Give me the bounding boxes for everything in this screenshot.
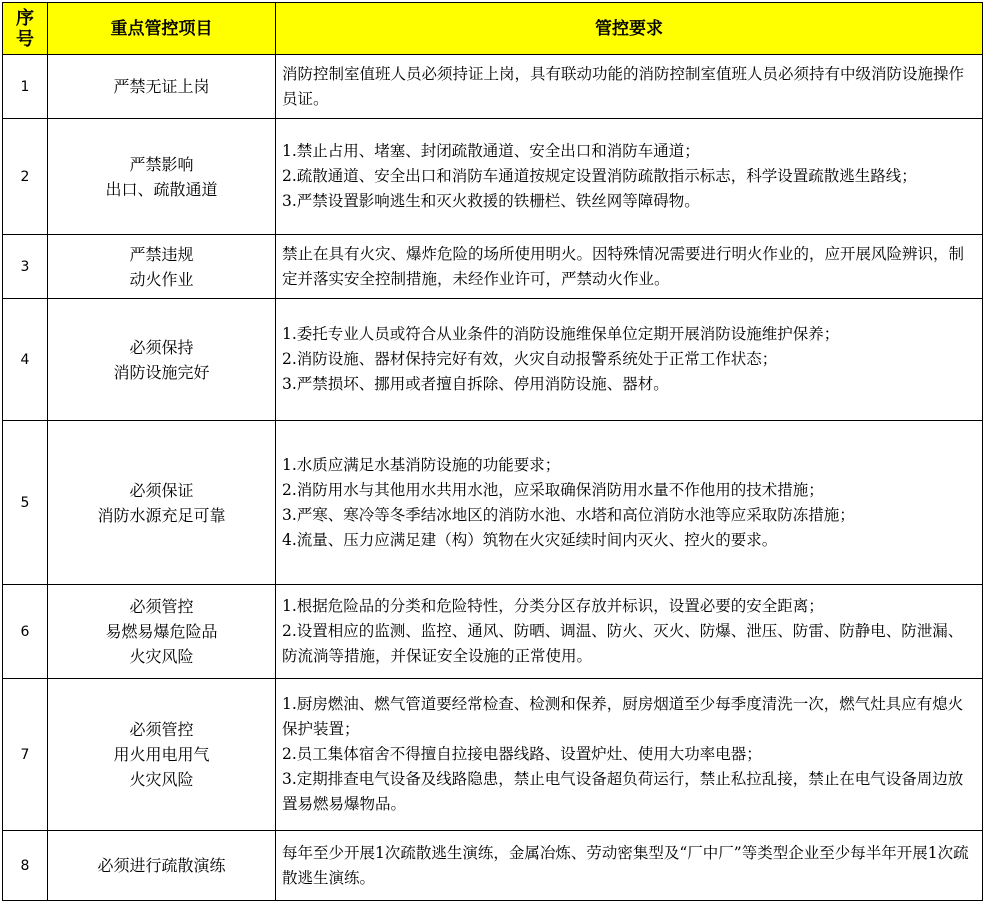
control-item bbox=[48, 119, 276, 235]
control-requirement bbox=[276, 831, 983, 901]
table-row bbox=[3, 299, 983, 421]
row-number: 3 bbox=[3, 235, 48, 299]
control-item-line: 必须管控 bbox=[129, 597, 194, 616]
requirement-line: 3.严禁设置影响逃生和灭火救援的铁栅栏、铁丝网等障碍物。 bbox=[282, 192, 700, 210]
control-item-line: 必须管控 bbox=[129, 720, 194, 739]
row-number: 8 bbox=[3, 831, 48, 901]
control-item-line: 必须保持 bbox=[129, 337, 194, 357]
requirement-line: 2.员工集体宿舍不得擅自拉接电器线路、设置炉灶、使用大功率电器； bbox=[282, 745, 762, 763]
fire-safety-control-table bbox=[2, 2, 983, 901]
requirement-line: 3.定期排查电气设备及线路隐患，禁止电气设备超负荷运行，禁止私拉乱接，禁止在电气设备周边放置易燃易爆物品。 bbox=[282, 770, 964, 813]
requirement-line: 2.消防设施、器材保持完好有效，火灾自动报警系统处于正常工作状态； bbox=[282, 350, 778, 368]
requirement-line: 1.禁止占用、堵塞、封闭疏散通道、安全出口和消防车通道； bbox=[282, 142, 700, 160]
table-row bbox=[3, 679, 983, 831]
table-row bbox=[3, 55, 983, 119]
control-item-line: 严禁违规 bbox=[129, 244, 194, 264]
table-row bbox=[3, 119, 983, 235]
table-row bbox=[3, 585, 983, 679]
control-item-line: 严禁影响 bbox=[129, 154, 194, 174]
control-item-line: 严禁无证上岗 bbox=[113, 77, 210, 96]
row-number: 7 bbox=[3, 679, 48, 831]
control-item-line: 易燃易爆危险品 bbox=[105, 622, 218, 641]
control-item bbox=[48, 679, 276, 831]
requirement-line: 3.严寒、寒冷等冬季结冰地区的消防水池、水塔和高位消防水池等应采取防冻措施； bbox=[282, 505, 855, 524]
requirement-line: 1.委托专业人员或符合从业条件的消防设施维保单位定期开展消防设施维护保养； bbox=[282, 325, 840, 343]
control-item bbox=[48, 831, 276, 901]
control-item bbox=[48, 235, 276, 299]
requirement-line: 4.流量、压力应满足建（构）筑物在火灾延续时间内灭火、控火的要求。 bbox=[282, 530, 778, 549]
control-requirement bbox=[276, 299, 983, 421]
control-requirement bbox=[276, 585, 983, 679]
requirement-line: 2.设置相应的监测、监控、通风、防晒、调温、防火、灭火、防爆、泄压、防雷、防静电、防泄漏、防流淌等措施，并保证安全设施的正常使用。 bbox=[282, 622, 964, 665]
requirement-line: 1.根据危险品的分类和危险特性，分类分区存放并标识，设置必要的安全距离； bbox=[282, 597, 824, 615]
control-requirement bbox=[276, 421, 983, 585]
control-requirement bbox=[276, 235, 983, 299]
requirement-line: 禁止在具有火灾、爆炸危险的场所使用明火。因特殊情况需要进行明火作业的，应开展风险辨识，制定并落实安全控制措施，未经作业许可，严禁动火作业。 bbox=[282, 244, 965, 288]
row-number: 1 bbox=[3, 55, 48, 119]
row-number: 6 bbox=[3, 585, 48, 679]
requirement-line: 2.疏散通道、安全出口和消防车通道按规定设置消防疏散指示标志，科学设置疏散逃生路线； bbox=[282, 167, 917, 185]
control-item bbox=[48, 299, 276, 421]
control-item-line: 火灾风险 bbox=[129, 770, 194, 789]
header-requirement: 管控要求 bbox=[276, 3, 983, 55]
requirement-line: 2.消防用水与其他用水共用水池，应采取确保消防用水量不作他用的技术措施； bbox=[282, 480, 824, 499]
row-number: 2 bbox=[3, 119, 48, 235]
requirement-line: 1.厨房燃油、燃气管道要经常检查、检测和保养，厨房烟道至少每季度清洗一次，燃气灶具应有熄火保护装置； bbox=[282, 695, 964, 738]
requirement-line: 1.水质应满足水基消防设施的功能要求； bbox=[282, 455, 561, 474]
control-item-line: 必须保证 bbox=[129, 480, 194, 500]
table-row bbox=[3, 235, 983, 299]
row-number: 4 bbox=[3, 299, 48, 421]
control-item bbox=[48, 421, 276, 585]
table-row bbox=[3, 831, 983, 901]
table-row bbox=[3, 421, 983, 585]
requirement-line: 3.严禁损坏、挪用或者擅自拆除、停用消防设施、器材。 bbox=[282, 375, 669, 393]
control-requirement bbox=[276, 55, 983, 119]
header-row bbox=[3, 3, 983, 55]
requirement-line: 消防控制室值班人员必须持证上岗，具有联动功能的消防控制室值班人员必须持有中级消防设施操作员证。 bbox=[282, 64, 965, 108]
control-item-line: 动火作业 bbox=[129, 269, 194, 289]
control-item-line: 火灾风险 bbox=[129, 647, 194, 666]
header-item: 重点管控项目 bbox=[48, 3, 276, 55]
control-requirement bbox=[276, 679, 983, 831]
requirement-line: 每年至少开展1次疏散逃生演练，金属冶炼、劳动密集型及“厂中厂”等类型企业至少每半年开展1次疏散逃生演练。 bbox=[282, 843, 969, 887]
control-item bbox=[48, 585, 276, 679]
control-item bbox=[48, 55, 276, 119]
control-requirement bbox=[276, 119, 983, 235]
control-item-line: 消防设施完好 bbox=[113, 362, 210, 382]
row-number: 5 bbox=[3, 421, 48, 585]
control-item-line: 出口、疏散通道 bbox=[105, 179, 218, 199]
header-no: 序号 bbox=[3, 3, 48, 55]
control-item-line: 消防水源充足可靠 bbox=[97, 505, 226, 525]
control-item-line: 用火用电用气 bbox=[113, 745, 210, 764]
control-item-line: 必须进行疏散演练 bbox=[97, 856, 226, 875]
